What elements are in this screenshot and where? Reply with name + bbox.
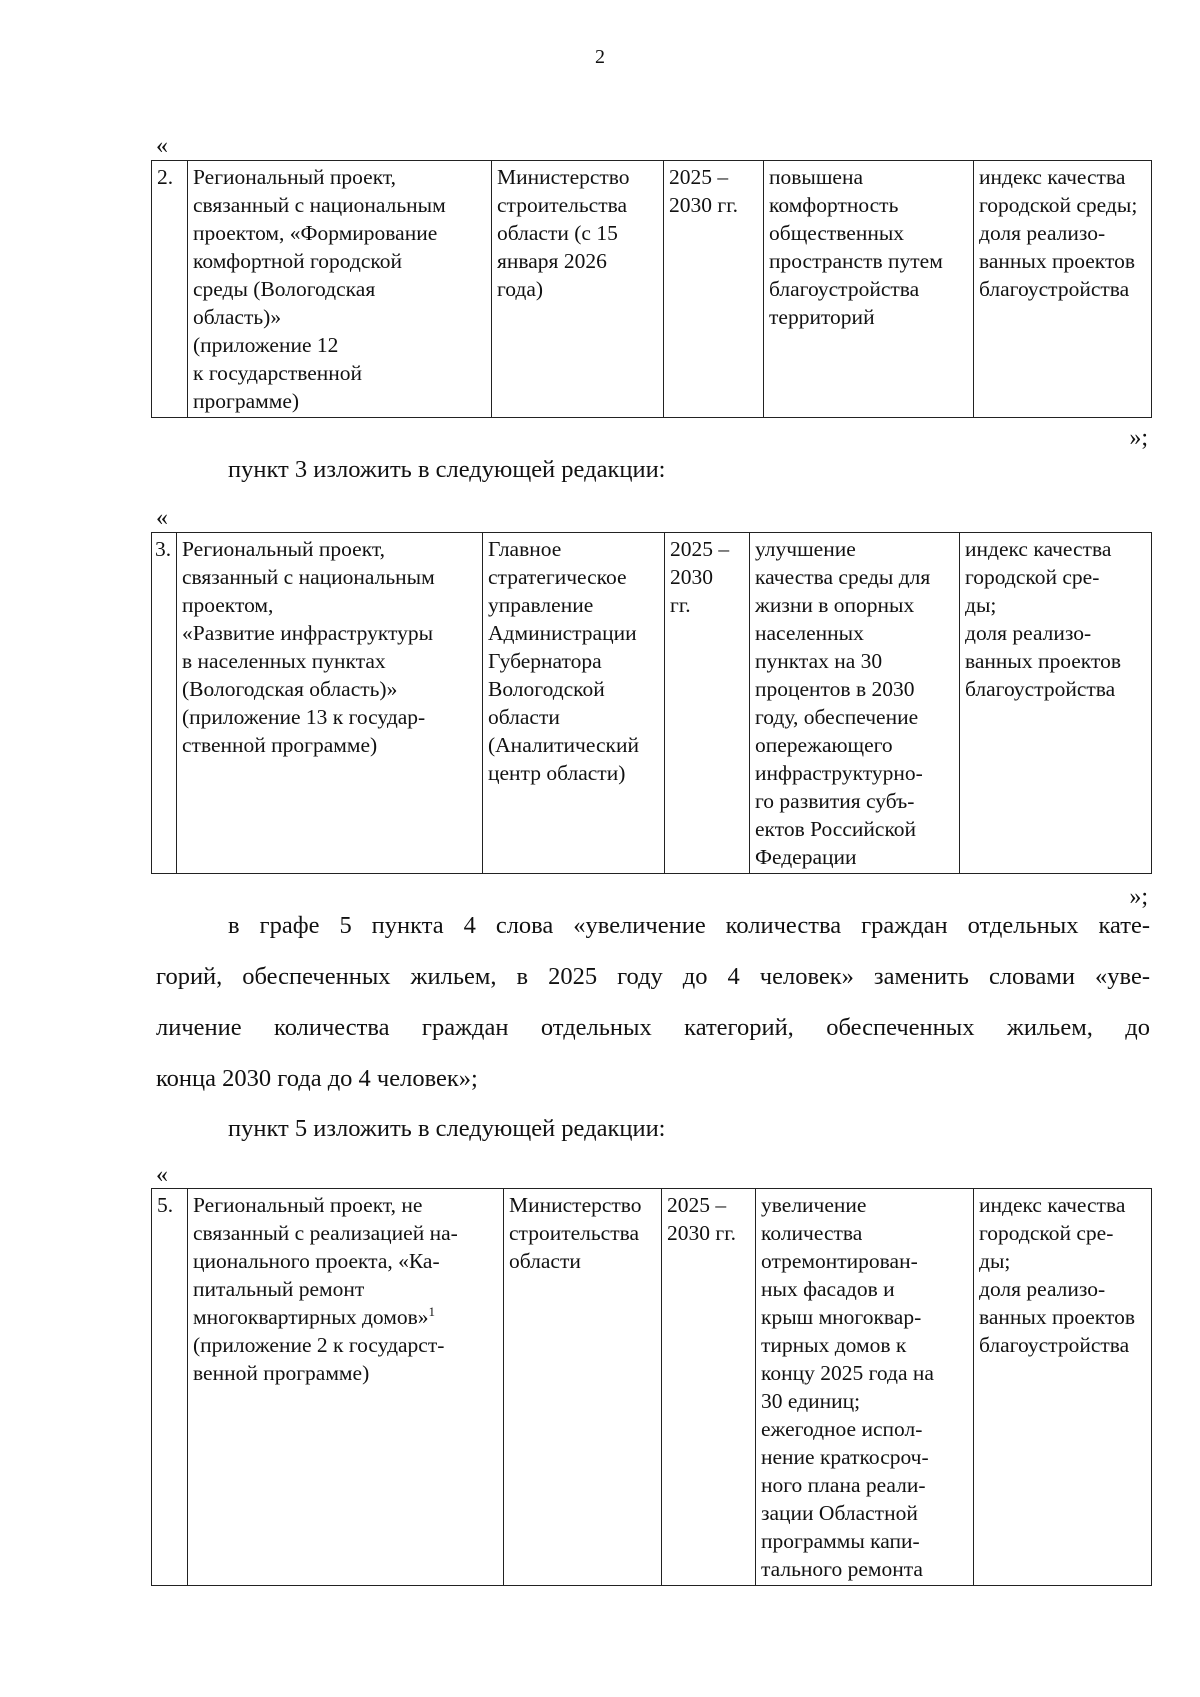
table-row [152,1189,1152,1586]
open-quote: « [156,133,168,159]
cell-num: 2. [152,161,188,418]
close-quote: »; [1129,884,1148,910]
table-row [152,533,1152,874]
close-quote: »; [1129,425,1148,451]
table-item-3 [151,532,1152,874]
page-number: 2 [595,46,605,68]
cell-period: 2025 – 2030 гг. [665,533,750,874]
open-quote: « [156,1162,168,1188]
cell-indicator: индекс качества городской сре- ды; доля реализо- ванных проектов благоустройства [960,533,1152,874]
cell-num: 5. [152,1189,188,1586]
cell-executor: Главное стратегическое управление Администрации Губернатора Вологодской области (Аналитический центр области) [483,533,665,874]
cell-result: повышена комфортность общественных пространств путем благоустройства территорий [764,161,974,418]
paragraph-item5-intro: пункт 5 изложить в следующей редакции: [228,1115,666,1142]
table-item-2 [151,160,1152,418]
cell-executor: Министерство строительства области (с 15 января 2026 года) [492,161,664,418]
cell-indicator: индекс качества городской среды; доля реализо- ванных проектов благоустройства [974,161,1152,418]
cell-name: Региональный проект, связанный с национальным проектом, «Развитие инфраструктуры в населенных пунктах (Вологодская область)» (приложение 13 к государ- ственной программе) [177,533,483,874]
cell-period: 2025 – 2030 гг. [664,161,764,418]
table-item-5 [151,1188,1152,1586]
cell-name: Региональный проект, связанный с национальным проектом, «Формирование комфортной городской среды (Вологодская область)» (приложение 12 к государственной программе) [188,161,492,418]
cell-result: увеличение количества отремонтирован- ных фасадов и крыш многоквар- тирных домов к концу 2025 года на 30 единиц; ежегодное испол- нение краткосроч- ного плана реали- зации Областной программы капи- тального ремонта [756,1189,974,1586]
cell-indicator: индекс качества городской сре- ды; доля реализо- ванных проектов благоустройства [974,1189,1152,1586]
cell-period: 2025 – 2030 гг. [662,1189,756,1586]
paragraph-item3-intro: пункт 3 изложить в следующей редакции: [228,456,666,483]
paragraph-item4-change: в графе 5 пункта 4 слова «увеличение количества граждан отдельных кате- горий, обеспеченных жильем, в 2025 году до 4 человек» заменить словами «уве- личение количества граждан отдельных категорий, обеспеченных жильем, до конца 2030 года до 4 человек»; [156,912,1150,1092]
cell-num: 3. [152,533,177,874]
cell-executor: Министерство строительства области [504,1189,662,1586]
table-row [152,161,1152,418]
open-quote: « [156,505,168,531]
cell-name: Региональный проект, не связанный с реализацией на- ционального проекта, «Ка- питальный ремонт многоквартирных домов»$^1$ (приложение 2 к государст- венной программе) [188,1189,504,1586]
cell-result: улучшение качества среды для жизни в опорных населенных пунктах на 30 процентов в 2030 году, обеспечение опережающего инфраструктурно- го развития субъ- ектов Российской Федерации [750,533,960,874]
footnote-marker: 1 [428,1303,435,1319]
